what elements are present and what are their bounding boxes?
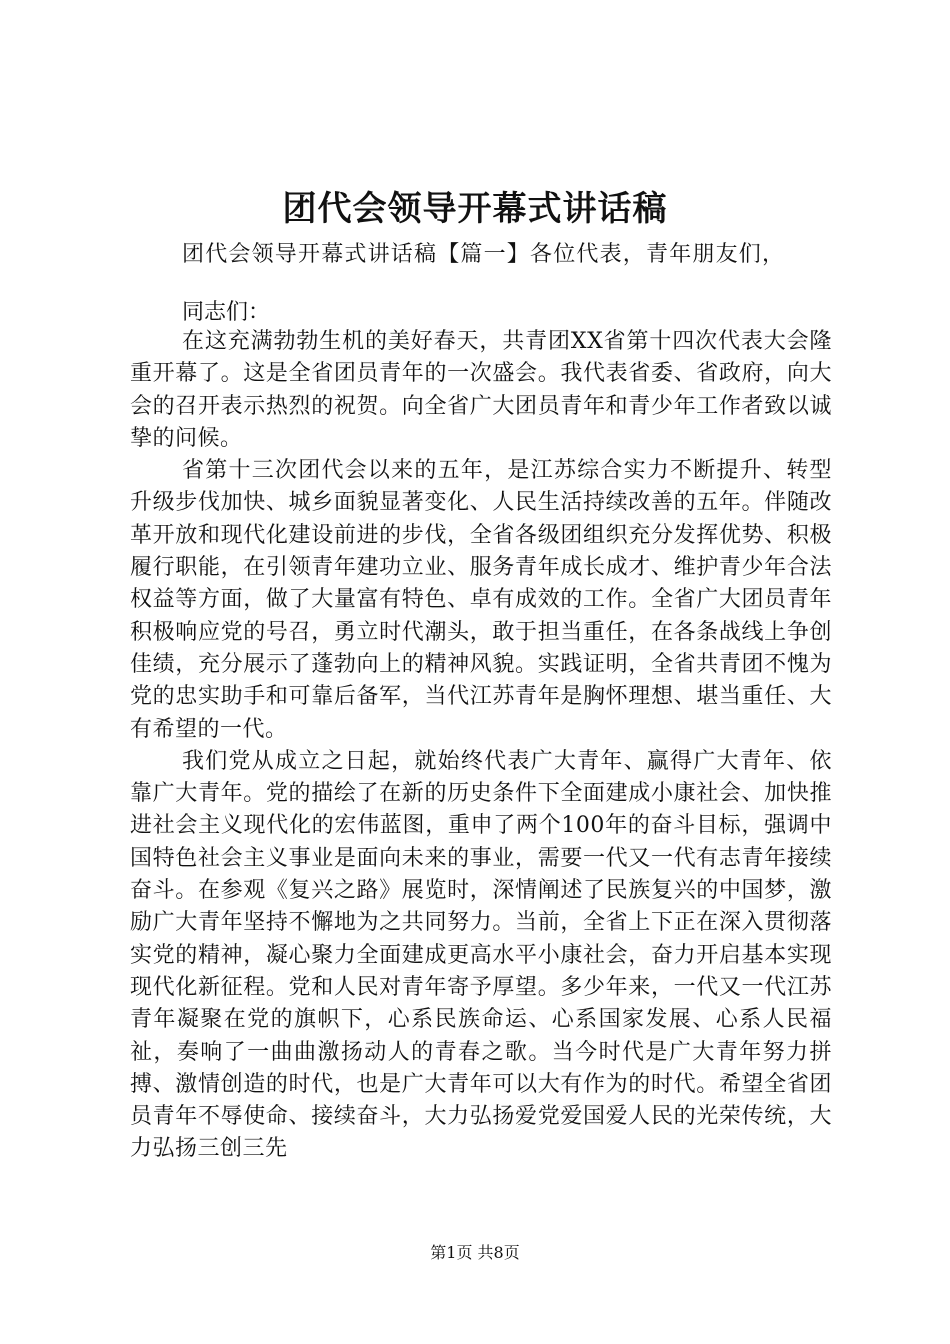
page-footer: 第1页 共8页: [430, 1243, 520, 1262]
paragraph: 省第十三次团代会以来的五年，是江苏综合实力不断提升、转型升级步伐加快、城乡面貌显著变化、人民生活持续改善的五年。伴随改革开放和现代化建设前进的步伐，全省各级团组织充分发挥优势、积极履行职能，在引领青年建功立业、服务青年成长成才、维护青少年合法权益等方面，做了大量富有特色、卓有成效的工作。全省广大团员青年积极响应党的号召，勇立时代潮头，敢于担当重任，在各条战线上争创佳绩，充分展示了蓬勃向上的精神风貌。实践证明，全省共青团不愧为党的忠实助手和可靠后备军，当代江苏青年是胸怀理想、堪当重任、大有希望的一代。: [130, 458, 832, 742]
paragraph: 在这充满勃勃生机的美好春天，共青团XX省第十四次代表大会隆重开幕了。这是全省团员青年的一次盛会。我代表省委、省政府，向大会的召开表示热烈的祝贺。向全省广大团员青年和青少年工作者致以诚挚的问候。: [130, 329, 832, 451]
salutation: 同志们：: [182, 300, 271, 325]
paragraph: 我们党从成立之日起，就始终代表广大青年、赢得广大青年、依靠广大青年。党的描绘了在新的历史条件下全面建成小康社会、加快推进社会主义现代化的宏伟蓝图，重申了两个100年的奋斗目标，强调中国特色社会主义事业是面向未来的事业，需要一代又一代有志青年接续奋斗。在参观《复兴之路》展览时，深情阐述了民族复兴的中国梦，激励广大青年坚持不懈地为之共同努力。当前，全省上下正在深入贯彻落实党的精神，凝心聚力全面建成更高水平小康社会，奋力开启基本实现现代化新征程。党和人民对青年寄予厚望。多少年来，一代又一代江苏青年凝聚在党的旗帜下，心系民族命运、心系国家发展、心系人民福祉，奏响了一曲曲激扬动人的青春之歌。当今时代是广大青年努力拼搏、激情创造的时代，也是广大青年可以大有作为的时代。希望全省团员青年不辱使命、接续奋斗，大力弘扬爱党爱国爱人民的光荣传统，大力弘扬三创三先: [130, 748, 832, 1162]
document-title: 团代会领导开幕式讲话稿: [282, 189, 668, 229]
intro-line: 团代会领导开幕式讲话稿【篇一】各位代表，青年朋友们，: [182, 242, 786, 267]
body-text: [130, 326, 832, 1166]
